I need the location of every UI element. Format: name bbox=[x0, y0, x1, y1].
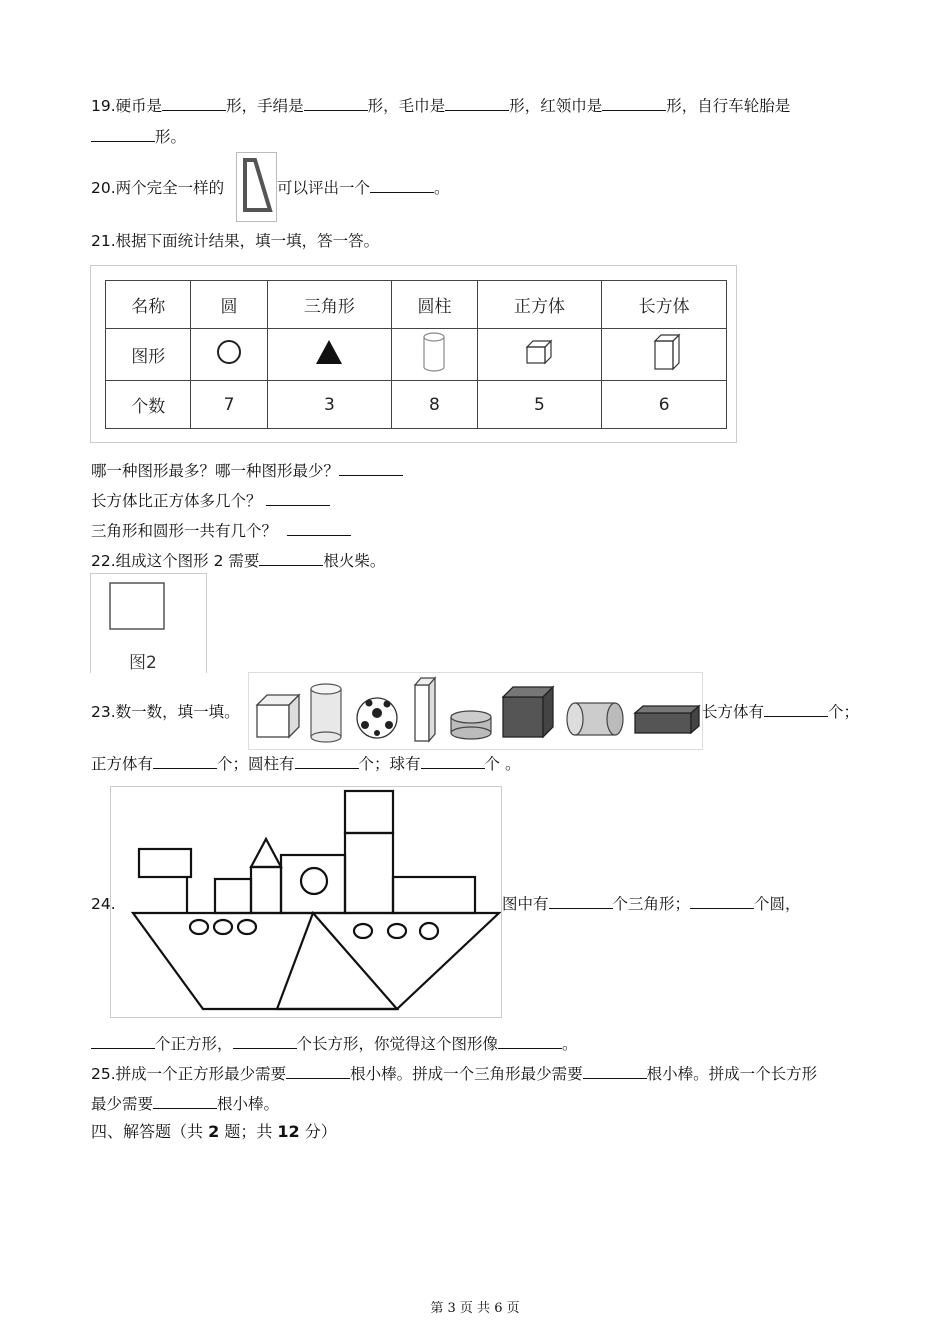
cube-solid-1 bbox=[257, 695, 299, 737]
q22-blank[interactable] bbox=[259, 550, 323, 566]
q19-text-c: 形，毛巾是 bbox=[367, 97, 446, 115]
q21-question3 bbox=[91, 520, 351, 542]
q24-text-d: 个正方形， bbox=[155, 1035, 233, 1053]
ship-figure-frame bbox=[110, 786, 502, 1018]
q22-text-b: 根火柴。 bbox=[323, 552, 386, 570]
q25-text-a: 25.拼成一个正方形最少需要 bbox=[91, 1065, 287, 1083]
cylinder-icon bbox=[421, 331, 447, 373]
q20-text-b: 可以评出一个 bbox=[277, 179, 371, 197]
q24-blank-rectangles[interactable] bbox=[233, 1033, 297, 1049]
q25-blank-triangle[interactable] bbox=[583, 1063, 647, 1079]
q21-q3-blank[interactable] bbox=[287, 520, 351, 536]
q23-blank-ball[interactable] bbox=[421, 753, 485, 769]
q21-question2 bbox=[91, 490, 330, 512]
q24-blank-resembles[interactable] bbox=[498, 1033, 562, 1049]
name-cube: 正方体 bbox=[477, 281, 602, 329]
q19-line2 bbox=[91, 126, 186, 148]
q23-text-e: 个；圆柱有 bbox=[217, 755, 295, 773]
q24-blank-circles[interactable] bbox=[690, 893, 754, 909]
q20-text-a: 20.两个完全一样的 bbox=[91, 179, 225, 197]
circle-icon bbox=[214, 337, 244, 367]
q19-blank-tire[interactable] bbox=[91, 126, 155, 142]
q22-line bbox=[91, 550, 385, 572]
q23-blank-cylinder[interactable] bbox=[295, 753, 359, 769]
q24-blank-squares[interactable] bbox=[91, 1033, 155, 1049]
q19-text-e: 形，自行车轮胎是 bbox=[666, 97, 791, 115]
ball-solid bbox=[357, 698, 397, 738]
q25-text-d: 最少需要 bbox=[91, 1095, 154, 1113]
q21-question1 bbox=[91, 460, 403, 482]
q23-text-f: 个；球有 bbox=[358, 755, 421, 773]
q21-q1-blank[interactable] bbox=[339, 460, 403, 476]
q21-q3-text: 三角形和圆形一共有几个？ bbox=[91, 522, 278, 540]
right-triangle-figure bbox=[236, 152, 277, 222]
q24-blank-triangles[interactable] bbox=[549, 893, 613, 909]
count-circle: 7 bbox=[191, 381, 267, 429]
stats-table bbox=[105, 280, 727, 429]
cuboid-icon bbox=[647, 331, 681, 373]
q19-text-a: 19.硬币是 bbox=[91, 97, 163, 115]
count-cuboid: 6 bbox=[602, 381, 727, 429]
name-cuboid: 长方体 bbox=[602, 281, 727, 329]
q21-q2-blank[interactable] bbox=[266, 490, 330, 506]
q24-text-f: 。 bbox=[562, 1035, 578, 1053]
q23-line2 bbox=[91, 753, 520, 775]
section-4-points: 12 bbox=[277, 1122, 300, 1141]
row-label-count: 个数 bbox=[106, 381, 191, 429]
figure-2-label: 图2 bbox=[129, 653, 157, 673]
section-4-question-count: 2 bbox=[208, 1122, 220, 1141]
q20-line bbox=[91, 177, 224, 199]
name-cylinder: 圆柱 bbox=[392, 281, 477, 329]
cuboid-solid-tall bbox=[415, 678, 435, 741]
q23-text-c: 个； bbox=[828, 703, 860, 721]
q19-text-d: 形，红领巾是 bbox=[509, 97, 603, 115]
q25-blank-rectangle[interactable] bbox=[153, 1093, 217, 1109]
q25-line1 bbox=[91, 1063, 817, 1085]
page-footer: 第 3 页 共 6 页 bbox=[430, 1301, 520, 1316]
q20-blank[interactable] bbox=[370, 177, 434, 193]
q19-text-b: 形，手绢是 bbox=[226, 97, 304, 115]
q24-line2 bbox=[91, 1033, 578, 1055]
q19-blank-towel[interactable] bbox=[445, 95, 509, 111]
solids-picture bbox=[248, 672, 703, 750]
cube-icon bbox=[522, 337, 556, 367]
q21-q2-text: 长方体比正方体多几个？ bbox=[91, 492, 262, 510]
q23-blank-cuboid[interactable] bbox=[764, 701, 828, 717]
q24-text-b: 个三角形； bbox=[612, 895, 691, 913]
q19-blank-scarf[interactable] bbox=[602, 95, 666, 111]
q21-title: 21.根据下面统计结果，填一填，答一答。 bbox=[91, 232, 380, 250]
q19-text-f: 形。 bbox=[155, 128, 187, 146]
q23-line1-a bbox=[91, 701, 240, 723]
q23-line1-b bbox=[702, 701, 859, 723]
q25-text-e: 根小棒。 bbox=[217, 1095, 280, 1113]
q25-blank-square[interactable] bbox=[286, 1063, 350, 1079]
count-triangle: 3 bbox=[267, 381, 392, 429]
stats-table-frame bbox=[90, 265, 737, 443]
cube-solid-dark bbox=[503, 687, 553, 737]
q24-text-c: 个圆， bbox=[754, 895, 801, 913]
count-cube: 5 bbox=[477, 381, 602, 429]
cuboid-solid-flat bbox=[635, 706, 699, 733]
q23-text-a: 23.数一数，填一填。 bbox=[91, 703, 240, 721]
figure-2-frame bbox=[90, 573, 207, 673]
q25-line2 bbox=[91, 1093, 279, 1115]
square-figure bbox=[109, 582, 165, 638]
count-cylinder: 8 bbox=[392, 381, 477, 429]
ship-figure bbox=[111, 787, 501, 1017]
row-label-shape: 图形 bbox=[106, 329, 191, 381]
q23-text-d: 正方体有 bbox=[91, 755, 154, 773]
q20-text-c: 。 bbox=[434, 179, 450, 197]
q23-text-b: 长方体有 bbox=[702, 703, 765, 721]
q23-text-g: 个 。 bbox=[484, 755, 521, 773]
q24-number: 24. bbox=[91, 895, 116, 913]
q19-line1 bbox=[91, 95, 790, 117]
q19-blank-handkerchief[interactable] bbox=[304, 95, 368, 111]
q23-blank-cube[interactable] bbox=[153, 753, 217, 769]
q25-text-c: 根小棒。拼成一个长方形 bbox=[646, 1065, 818, 1083]
q24-text-a: 图中有 bbox=[502, 895, 549, 913]
q19-blank-coin[interactable] bbox=[162, 95, 226, 111]
row-label-name: 名称 bbox=[106, 281, 191, 329]
section-4-heading: 四、解答题（共 2 题；共 12 分） bbox=[91, 1122, 337, 1141]
name-triangle: 三角形 bbox=[267, 281, 392, 329]
cylinder-solid-1 bbox=[311, 684, 341, 742]
q20-line-b bbox=[277, 177, 450, 199]
cylinder-solid-lying bbox=[567, 703, 623, 735]
triangle-icon bbox=[313, 337, 345, 367]
name-circle: 圆 bbox=[191, 281, 267, 329]
q24-text-e: 个长方形，你觉得这个图形像 bbox=[296, 1035, 499, 1053]
q22-text-a: 22.组成这个图形 2 需要 bbox=[91, 552, 260, 570]
q21-q1-text: 哪一种图形最多？哪一种图形最少？ bbox=[91, 462, 340, 480]
cylinder-solid-flat bbox=[451, 711, 491, 739]
q25-text-b: 根小棒。拼成一个三角形最少需要 bbox=[350, 1065, 583, 1083]
q24-line1 bbox=[502, 893, 801, 915]
